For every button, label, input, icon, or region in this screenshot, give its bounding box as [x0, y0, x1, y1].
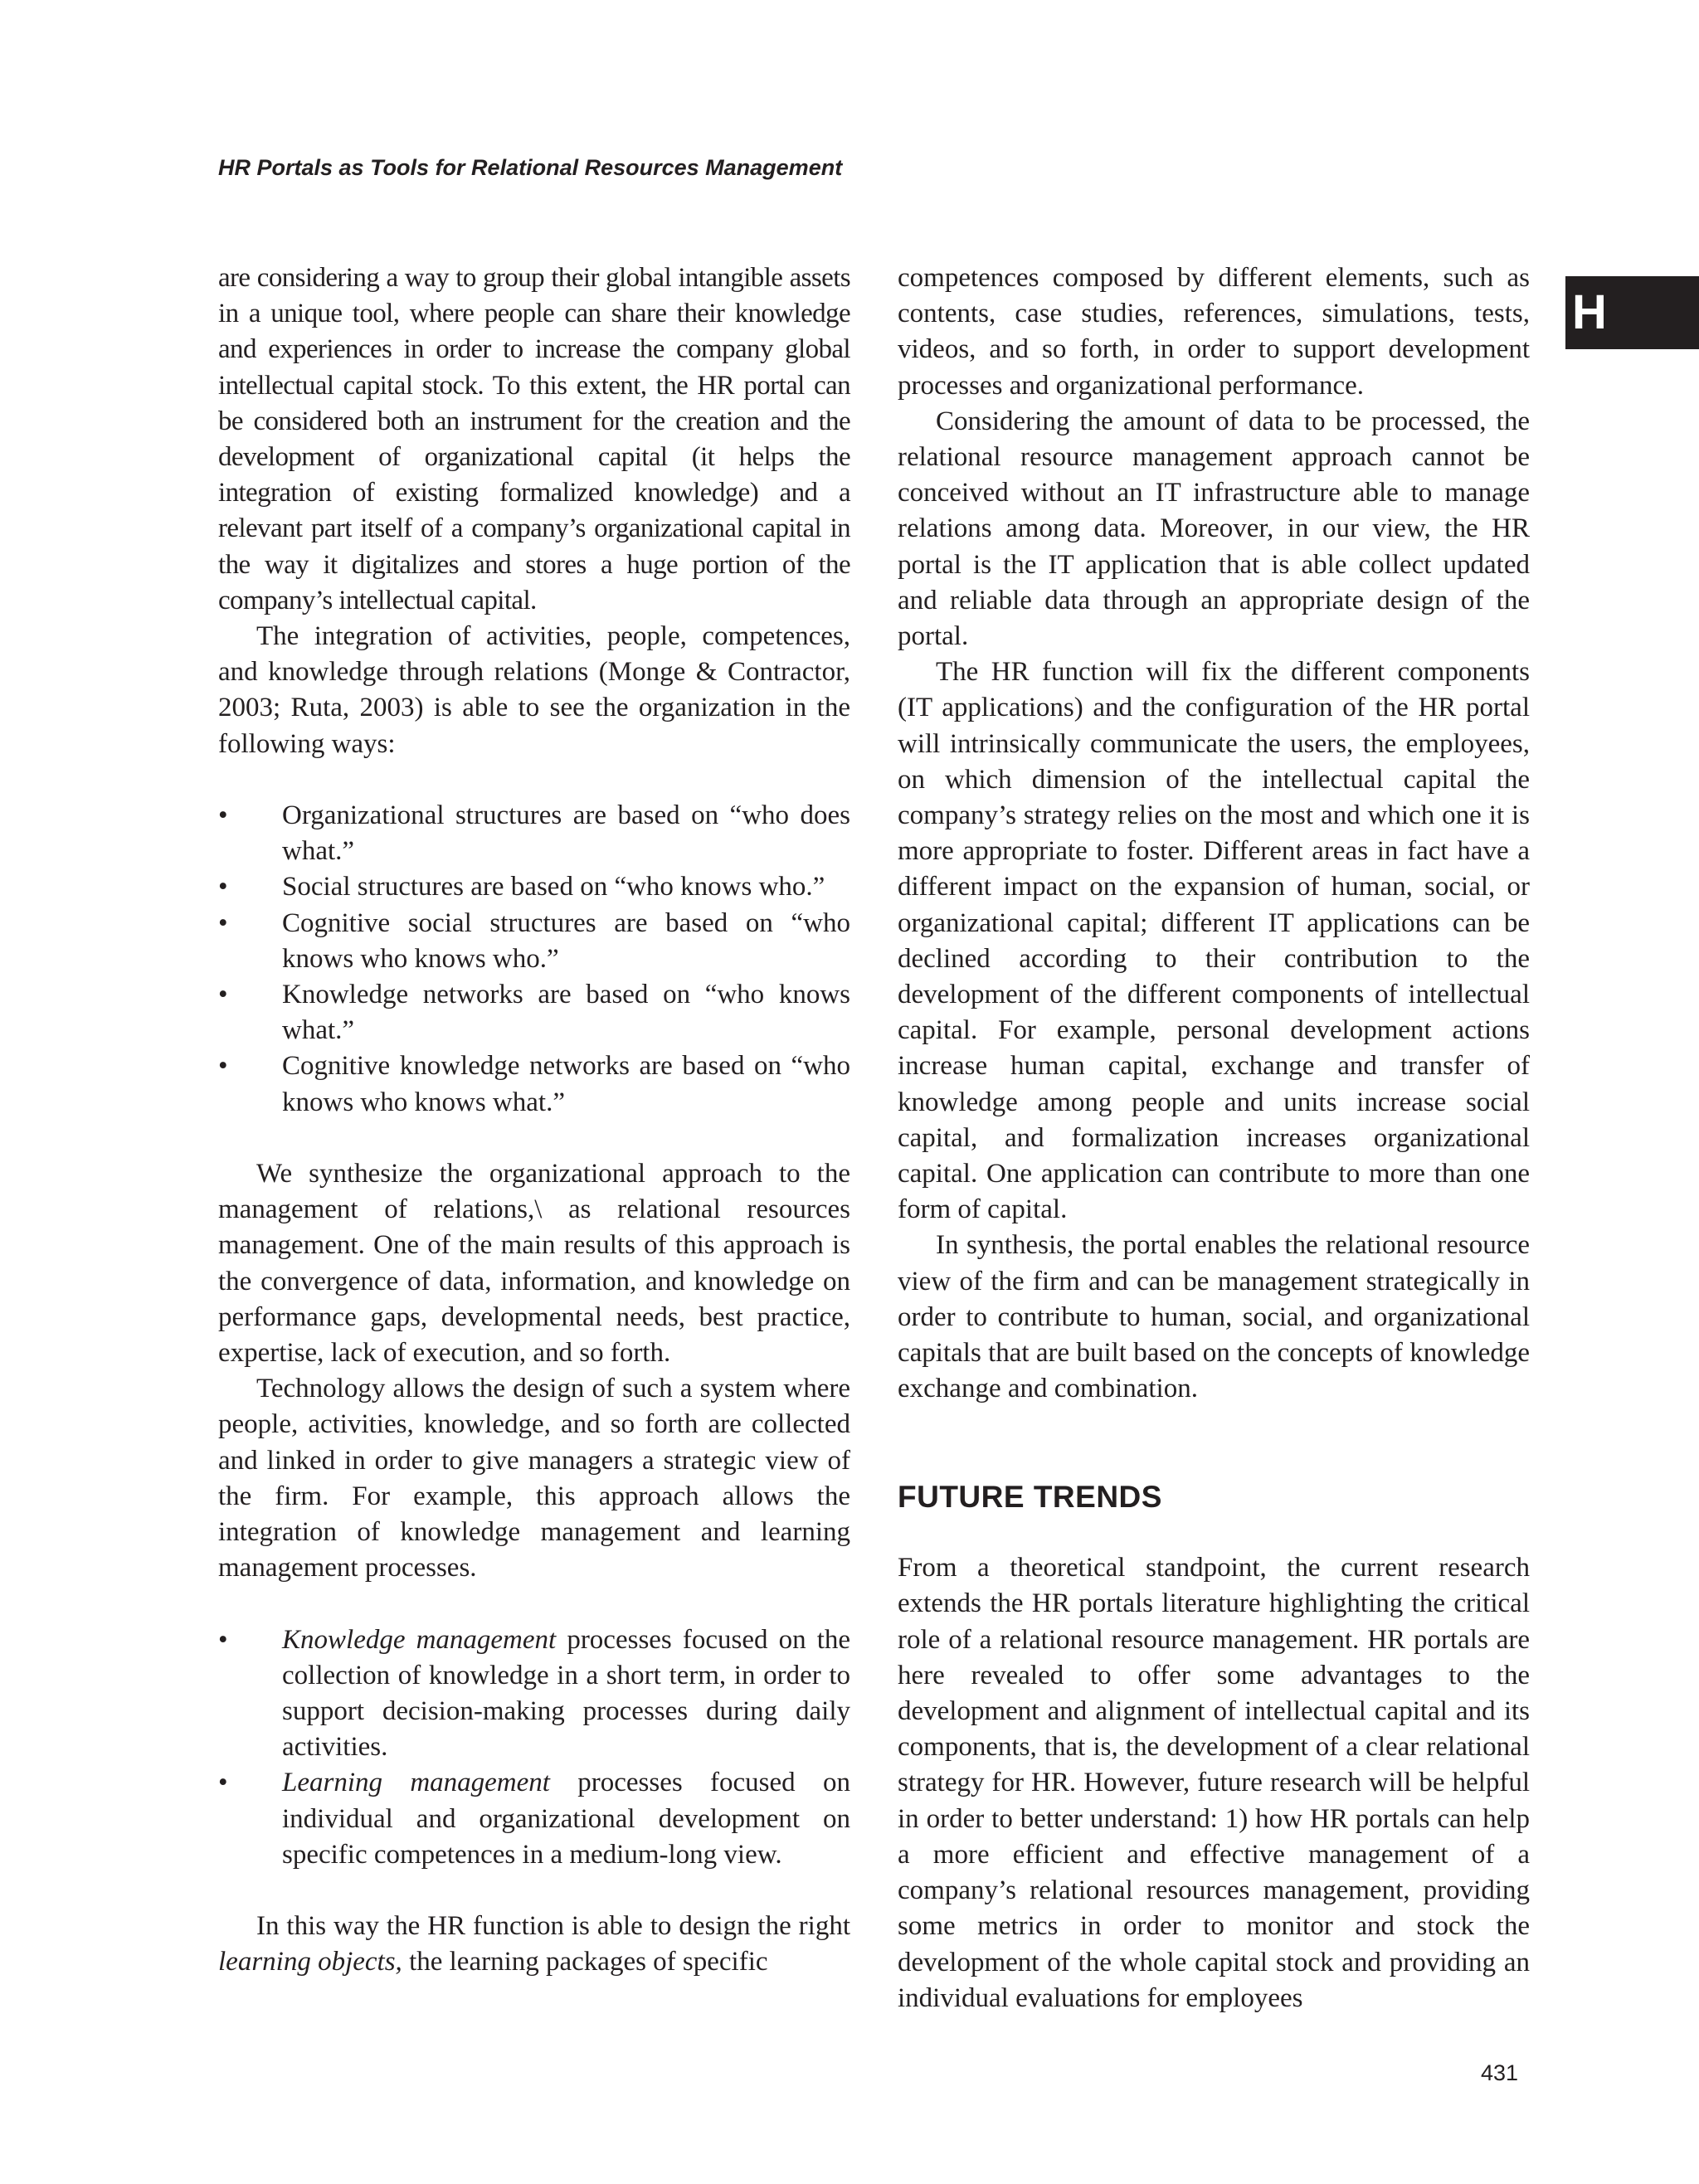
list-item-text: processes focused on the collection of knowledge in a short term, in order to support decision-making processes during daily activities. [282, 1624, 851, 1763]
bullet-icon: • [218, 907, 228, 938]
learning-objects-term: learning objects, [218, 1947, 402, 1977]
spacer [898, 1408, 1530, 1443]
section-tab: H [1565, 276, 1699, 349]
right-paragraph-2: Considering the amount of data to be processed, the relational resource management approach cannot be conceived without an IT infrastructure able to manage relations among data. Moreover, in our view, the HR portal is the IT application that is able collect updated and reliable data through an appropriate design of the portal. [898, 406, 1530, 652]
left-paragraph-4: Technology allows the design of such a system where people, activities, knowledge, and so forth are collected and linked in order to give managers a strategic view of the firm. For example, this approach allows the integration of knowledge management and learning management processes. [218, 1374, 850, 1583]
spacer [218, 1873, 850, 1909]
right-paragraph-1: competences composed by different elements, such as contents, case studies, references, simulations, tests, videos, and so forth, in order to support development processes and organizational performance. [898, 263, 1530, 401]
right-column [898, 260, 1530, 2016]
left-column [218, 260, 850, 1981]
bullet-icon: • [218, 872, 228, 902]
structures-bullet-list [218, 798, 850, 1121]
paragraph-text: the learning packages of specific [402, 1947, 768, 1977]
left-paragraph-3: We synthesize the organizational approach to the management of relations,\ as relational resources management. One of the main results of this approach is the convergence of data, information, and knowledge on performance gaps, developmental needs, best practice, expertise, lack of execution, and so forth. [218, 1159, 850, 1369]
spacer [218, 1121, 850, 1156]
list-item [218, 869, 850, 905]
spacer [218, 1586, 850, 1622]
right-paragraph-5: From a theoretical standpoint, the current research extends the HR portals literature highlighting the critical role of a relational resource management. HR portals are here revealed to offer some advantages to the development and alignment of intellectual capital and its components, that is, the development of a clear relational strategy for HR. However, future research will be helpful in order to better understand: 1) how HR portals can help a more efficient and effective management of a company’s relational resources management, providing some metrics in order to monitor and stock the development of the whole capital stock and providing an individual evaluations for employees [898, 1553, 1530, 2013]
section-heading: FUTURE TRENDS [898, 1479, 1162, 1514]
list-item [218, 906, 850, 977]
bullet-icon: • [218, 1768, 228, 1798]
bullet-icon: • [218, 1624, 228, 1655]
right-paragraph-4: In synthesis, the portal enables the relational resource view of the firm and can be management strategically in order to contribute to human, social, and organizational capitals that are built based on the concepts of knowledge exchange and combination. [898, 1230, 1530, 1404]
list-item-text: Social structures are based on “who knows who.” [282, 872, 825, 902]
bullet-icon: • [218, 1051, 228, 1082]
list-item-text: Knowledge networks are based on “who knows what.” [282, 980, 850, 1046]
spacer [898, 1443, 1530, 1479]
left-paragraph-1: are considering a way to group their global intangible assets in a unique tool, where people can share their knowledge and experiences in order to increase the company global intellectual capital stock. To this extent, the HR portal can be considered both an instrument for the creation and the development of organizational capital (it helps the integration of existing formalized knowledge) and a relevant part itself of a company’s organizational capital in the way it digitalizes and stores a huge portion of the company’s intellectual capital. [218, 263, 850, 615]
knowledge-management-term: Knowledge management [282, 1624, 557, 1655]
list-item [218, 798, 850, 869]
right-paragraph-3: The HR function will fix the different components (IT applications) and the configuration of the HR portal will intrinsically communicate the users, the employees, on which dimension of the intellectual capital the company’s strategy relies on the most and which one it is more appropriate to foster. Different areas in fact have a different impact on the expansion of human, social, or organizational capital; different IT applications can be declined according to their contribution to the development of the different components of intellectual capital. For example, personal development actions increase human capital, exchange and transfer of knowledge among people and units increase social capital, and formalization increases organizational capital. One application can contribute to more than one form of capital. [898, 657, 1530, 1225]
list-item-text: Cognitive knowledge networks are based on “who knows who knows what.” [282, 1051, 850, 1117]
left-paragraph-5 [218, 1909, 850, 1980]
spacer [218, 762, 850, 798]
list-item-text: processes focused on individual and organizational development on specific competences in a medium-long view. [282, 1768, 850, 1870]
processes-bullet-list [218, 1622, 850, 1873]
page-number: 431 [1481, 2060, 1519, 2085]
learning-management-term: Learning management [282, 1768, 550, 1798]
running-head: HR Portals as Tools for Relational Resources Management [218, 155, 843, 180]
list-item-text: Organizational structures are based on “who does what.” [282, 800, 850, 867]
paragraph-text: In this way the HR function is able to design the right [256, 1911, 850, 1942]
list-item [218, 1048, 850, 1120]
bullet-icon: • [218, 980, 228, 1010]
list-item-text: Cognitive social structures are based on “who knows who knows who.” [282, 907, 850, 974]
spacer [898, 1515, 1530, 1550]
list-item [218, 1622, 850, 1766]
list-item [218, 977, 850, 1048]
left-paragraph-2: The integration of activities, people, competences, and knowledge through relations (Monge & Contractor, 2003; Ruta, 2003) is able to see the organization in the following ways: [218, 621, 850, 759]
bullet-icon: • [218, 800, 228, 831]
list-item [218, 1765, 850, 1873]
